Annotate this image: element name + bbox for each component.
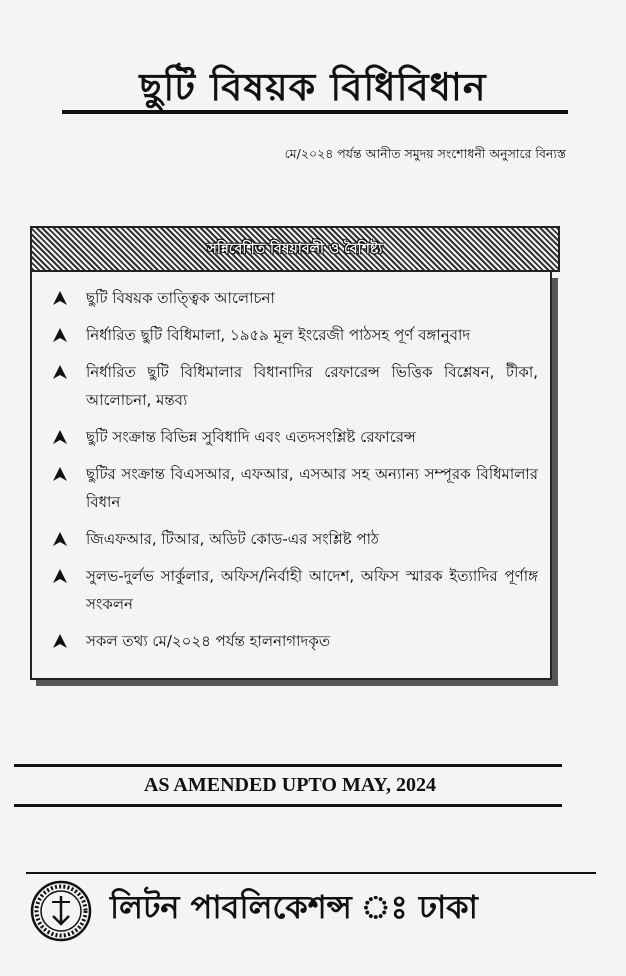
features-list xyxy=(30,272,552,680)
publisher-seal-icon xyxy=(30,880,92,942)
arrowhead-bullet-icon xyxy=(52,327,68,343)
divider xyxy=(26,872,596,874)
arrowhead-bullet-icon xyxy=(52,364,68,380)
features-heading-bar xyxy=(30,226,560,272)
subtitle: মে/২০২৪ পর্যন্ত আনীত সমুদয় সংশোধনী অনুসারে বিন্যস্ত xyxy=(284,146,566,161)
list-item-text: সকল তথ্য মে/২০২৪ পর্যন্ত হালনাগাদকৃত xyxy=(86,632,331,650)
amendment-note: AS AMENDED UPTO MAY, 2024 xyxy=(143,774,437,796)
list-item xyxy=(52,562,538,618)
list-item-text: জিএফআর, টিআর, অডিট কোড-এর সংশ্লিষ্ট পাঠ xyxy=(86,530,379,548)
publisher-name: লিটন পাবলিকেশন্স ঃ ঢাকা xyxy=(110,888,478,926)
divider xyxy=(14,804,562,807)
list-item xyxy=(52,358,538,414)
divider xyxy=(14,764,562,767)
list-item-text: ছুটির সংক্রান্ত বিএসআর, এফআর, এসআর সহ অন্যান্য সম্পূরক বিধিমালার বিধান xyxy=(86,465,538,511)
features-heading: সন্নিবেশিত বিষয়াবলী ও বৈশিষ্ট্য xyxy=(207,241,383,257)
list-item xyxy=(52,627,538,655)
list-item-text: ছুটি সংক্রান্ত বিভিন্ন সুবিধাদি এবং এতদসংশ্লিষ্ট রেফারেন্স xyxy=(86,428,416,446)
arrowhead-bullet-icon xyxy=(52,568,68,584)
list-item-text: সুলভ-দুর্লভ সার্কুলার, অফিস/নির্বাহী আদেশ, অফিস স্মারক ইত্যাদির পূর্ণাঙ্গ সংকলন xyxy=(86,567,538,613)
page-title: ছুটি বিষয়ক বিধিবিধান xyxy=(139,65,487,109)
list-item-text: নির্ধারিত ছুটি বিধিমালার বিধানাদির রেফারেন্স ভিত্তিক বিশ্লেষন, টীকা, আলোচনা, মন্তব্য xyxy=(86,363,538,409)
list-item xyxy=(52,423,538,451)
list-item xyxy=(52,525,538,553)
arrowhead-bullet-icon xyxy=(52,290,68,306)
list-item xyxy=(52,284,538,312)
list-item xyxy=(52,460,538,516)
list-item-text: নির্ধারিত ছুটি বিধিমালা, ১৯৫৯ মূল ইংরেজী পাঠসহ পূর্ণ বঙ্গানুবাদ xyxy=(86,326,471,344)
publisher-block xyxy=(26,872,596,944)
list-item-text: ছুটি বিষয়ক তাত্ত্বিক আলোচনা xyxy=(86,289,275,307)
arrowhead-bullet-icon xyxy=(52,633,68,649)
arrowhead-bullet-icon xyxy=(52,531,68,547)
arrowhead-bullet-icon xyxy=(52,466,68,482)
features-panel xyxy=(30,226,560,686)
title-underline xyxy=(62,110,568,114)
arrowhead-bullet-icon xyxy=(52,429,68,445)
list-item xyxy=(52,321,538,349)
